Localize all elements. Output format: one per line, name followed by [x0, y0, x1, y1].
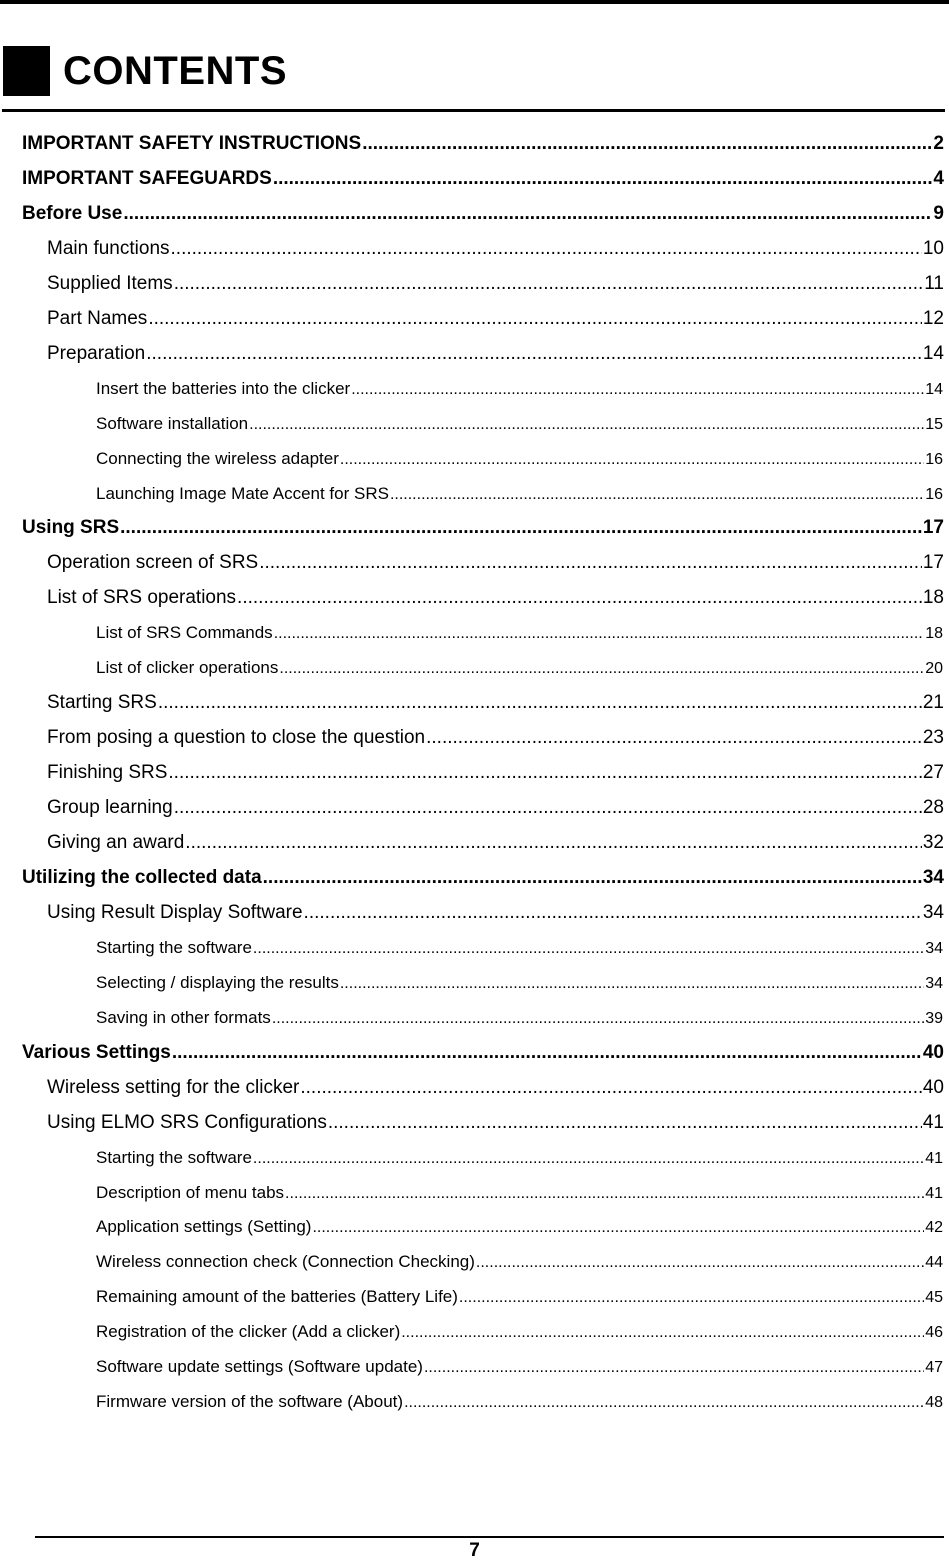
toc-dot-leader [279, 652, 924, 686]
toc-entry-title: List of SRS operations [47, 587, 237, 609]
toc-dot-leader [340, 967, 924, 1001]
toc-entry-page: 41 [925, 1184, 943, 1202]
toc-entry[interactable] [96, 931, 943, 965]
toc-entry[interactable] [47, 826, 944, 860]
page-title: CONTENTS [63, 49, 287, 93]
heading-block-icon [3, 46, 50, 96]
toc-entry-page: 17 [922, 552, 944, 574]
toc-entry-page: 21 [922, 692, 944, 714]
toc-dot-leader [174, 791, 922, 825]
toc-entry-title: Starting SRS [47, 692, 157, 714]
toc-entry-page: 41 [922, 1111, 944, 1133]
toc-dot-leader [340, 443, 924, 477]
toc-entry[interactable] [96, 1385, 943, 1419]
toc-entry-page: 34 [925, 939, 943, 957]
toc-dot-leader [259, 546, 922, 580]
toc-entry-page: 16 [925, 485, 943, 503]
toc-entry-title: Connecting the wireless adapter [96, 448, 339, 468]
toc-dot-leader [362, 127, 932, 161]
toc-dot-leader [158, 686, 922, 720]
toc-entry-page: 47 [925, 1359, 943, 1377]
toc-entry-page: 32 [922, 832, 944, 853]
footer-rule [35, 1536, 944, 1538]
heading-rule [2, 109, 945, 112]
toc-entry-title: Starting the software [96, 1147, 252, 1167]
toc-dot-leader [328, 1106, 922, 1140]
toc-entry-page: 45 [925, 1289, 943, 1307]
toc-entry[interactable] [47, 1071, 944, 1105]
toc-entry[interactable] [22, 127, 944, 161]
toc-entry-page: 48 [925, 1394, 943, 1412]
toc-entry-title: Registration of the clicker (Add a clicker) [96, 1322, 401, 1342]
toc-dot-leader [390, 478, 924, 512]
toc-entry-title: Main functions [47, 237, 170, 259]
toc-entry-title: Preparation [47, 342, 146, 364]
toc-entry[interactable] [22, 197, 944, 231]
toc-dot-leader [120, 511, 922, 545]
toc-entry[interactable] [47, 267, 944, 301]
toc-entry[interactable] [96, 372, 943, 406]
toc-dot-leader [174, 267, 924, 301]
toc-entry[interactable] [47, 1106, 944, 1140]
toc-entry-title: Supplied Items [47, 272, 173, 294]
toc-entry-title: Insert the batteries into the clicker [96, 378, 351, 398]
toc-entry[interactable] [96, 1315, 943, 1349]
toc-entry[interactable] [96, 1350, 943, 1384]
toc-entry[interactable] [47, 721, 944, 755]
toc-dot-leader [185, 826, 922, 860]
toc-entry-page: 18 [925, 625, 943, 643]
toc-entry-title: Using SRS [22, 517, 120, 539]
toc-entry-page: 27 [922, 762, 944, 784]
toc-entry-title: Various Settings [22, 1041, 171, 1063]
toc-entry-page: 44 [925, 1254, 943, 1272]
toc-entry[interactable] [47, 896, 944, 930]
toc-entry-page: 39 [925, 1009, 943, 1027]
toc-entry-page: 10 [922, 237, 944, 259]
toc-dot-leader [426, 721, 922, 755]
toc-entry-title: Finishing SRS [47, 762, 168, 784]
toc-entry-title: Using ELMO SRS Configurations [47, 1111, 327, 1133]
toc-entry[interactable] [96, 1210, 943, 1244]
toc-entry-title: Utilizing the collected data [22, 866, 262, 888]
toc-dot-leader [476, 1246, 924, 1280]
toc-entry[interactable] [96, 1280, 943, 1314]
toc-entry-page: 15 [925, 415, 943, 433]
toc-entry-title: Selecting / displaying the results [96, 972, 339, 992]
toc-entry-title: Launching Image Mate Accent for SRS [96, 483, 389, 503]
toc-entry-page: 18 [922, 587, 944, 609]
toc-entry-title: Saving in other formats [96, 1007, 271, 1027]
toc-entry-page: 28 [922, 797, 944, 819]
toc-dot-leader [253, 932, 924, 966]
toc-entry-page: 4 [933, 167, 944, 189]
toc-entry-title: Part Names [47, 307, 148, 329]
toc-entry-title: List of SRS Commands [96, 623, 273, 643]
toc-entry-title: From posing a question to close the question [47, 727, 426, 749]
toc-entry-page: 2 [933, 133, 944, 154]
toc-dot-leader [273, 162, 933, 196]
toc-entry[interactable] [47, 302, 944, 336]
toc-entry-page: 40 [922, 1041, 944, 1063]
toc-dot-leader [401, 1316, 924, 1350]
toc-dot-leader [272, 1002, 924, 1036]
toc-entry-page: 34 [925, 974, 943, 992]
toc-entry-title: Remaining amount of the batteries (Battery Life) [96, 1287, 458, 1307]
toc-entry-title: Giving an award [47, 832, 185, 853]
toc-entry[interactable] [96, 651, 943, 685]
toc-dot-leader [263, 861, 922, 895]
toc-entry-page: 20 [925, 660, 943, 678]
toc-dot-leader [351, 373, 924, 407]
toc-entry-title: Group learning [47, 797, 173, 819]
toc-entry-title: List of clicker operations [96, 658, 279, 678]
toc-dot-leader [300, 1071, 922, 1105]
footer-page-number: 7 [469, 1540, 480, 1561]
toc-entry[interactable] [47, 232, 944, 266]
toc-entry[interactable] [96, 477, 943, 511]
toc-entry-page: 34 [922, 866, 944, 888]
toc-entry-page: 17 [922, 517, 944, 539]
toc-entry[interactable] [96, 407, 943, 441]
toc-dot-leader [123, 197, 932, 231]
toc-dot-leader [237, 581, 922, 615]
toc-dot-leader [304, 896, 922, 930]
toc-dot-leader [253, 1142, 924, 1176]
toc-dot-leader [404, 1386, 924, 1420]
toc-entry[interactable] [47, 337, 944, 371]
toc-entry[interactable] [22, 511, 944, 545]
toc-entry-page: 41 [925, 1149, 943, 1167]
toc-entry-page: 34 [922, 901, 944, 923]
toc-dot-leader [148, 302, 922, 336]
toc-entry-title: Software installation [96, 413, 249, 433]
toc-entry-page: 16 [925, 450, 943, 468]
toc-dot-leader [424, 1351, 924, 1385]
toc-entry[interactable] [22, 861, 944, 895]
toc-entry[interactable] [96, 1141, 943, 1175]
toc-entry-title: Starting the software [96, 937, 252, 957]
toc-entry[interactable] [47, 686, 944, 720]
toc-entry[interactable] [47, 546, 944, 580]
toc-entry-title: Wireless setting for the clicker [47, 1076, 300, 1098]
toc-entry-title: Firmware version of the software (About) [96, 1392, 404, 1412]
toc-entry-page: 14 [922, 342, 944, 364]
toc-entry-page: 42 [925, 1219, 943, 1237]
toc-entry[interactable] [96, 1245, 943, 1279]
toc-entry[interactable] [96, 1001, 943, 1035]
toc-entry-page: 12 [922, 307, 944, 329]
toc-entry[interactable] [47, 791, 944, 825]
toc-dot-leader [459, 1281, 924, 1315]
toc-entry[interactable] [22, 162, 944, 196]
toc-dot-leader [312, 1211, 924, 1245]
toc-entry-title: IMPORTANT SAFETY INSTRUCTIONS [22, 133, 362, 154]
toc-dot-leader [249, 408, 924, 442]
top-rule [0, 0, 949, 4]
toc-entry-page: 40 [922, 1076, 944, 1098]
toc-entry[interactable] [47, 756, 944, 790]
toc-entry-title: Software update settings (Software update) [96, 1357, 423, 1377]
toc-entry-title: Using Result Display Software [47, 901, 303, 923]
toc-entry-page: 11 [924, 272, 944, 294]
contents-heading [3, 45, 287, 97]
toc-entry-page: 9 [933, 202, 944, 224]
toc-entry-title: IMPORTANT SAFEGUARDS [22, 167, 272, 189]
toc-entry-page: 14 [925, 380, 943, 398]
toc-entry-page: 46 [925, 1324, 943, 1342]
toc-dot-leader [168, 756, 921, 790]
toc-dot-leader [285, 1177, 924, 1211]
toc-entry-title: Wireless connection check (Connection Checking) [96, 1252, 475, 1272]
toc-dot-leader [171, 232, 922, 266]
toc-entry[interactable] [47, 581, 944, 615]
toc-entry[interactable] [96, 1176, 943, 1210]
toc-entry-title: Description of menu tabs [96, 1182, 285, 1202]
toc-entry-title: Application settings (Setting) [96, 1217, 312, 1237]
toc-entry[interactable] [22, 1036, 944, 1070]
toc-entry[interactable] [96, 442, 943, 476]
toc-entry-page: 23 [922, 727, 944, 749]
toc-entry[interactable] [96, 616, 943, 650]
toc-dot-leader [274, 617, 925, 651]
toc-dot-leader [146, 337, 922, 371]
toc-dot-leader [172, 1036, 922, 1070]
toc-entry-title: Before Use [22, 202, 123, 224]
toc-entry-title: Operation screen of SRS [47, 552, 259, 574]
toc-entry[interactable] [96, 966, 943, 1000]
